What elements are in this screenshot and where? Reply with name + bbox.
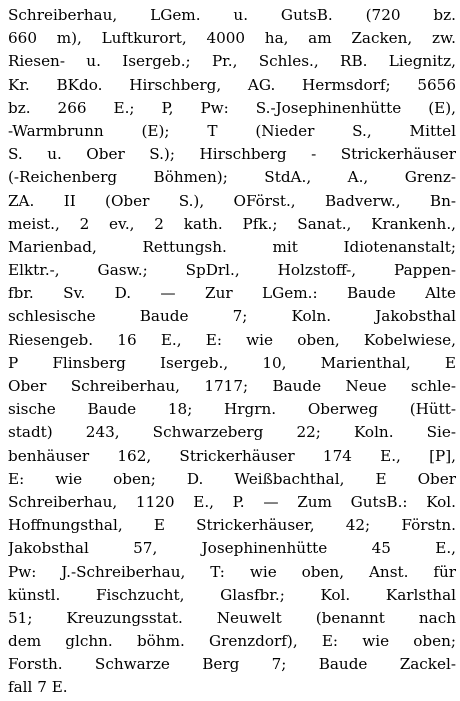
entry-line: Pw: J.-Schreiberhau, T: wie oben, Anst. für xyxy=(8,562,456,581)
entry-line: künstl. Fischzucht, Glasfbr.; Kol. Karlsthal xyxy=(8,585,456,604)
entry-line: fbr. Sv. D. — Zur LGem.: Baude Alte xyxy=(8,284,456,303)
entry-line: S. u. Ober S.); Hirschberg - Strickerhäuser xyxy=(8,145,456,164)
entry-line: 660 m), Luftkurort, 4000 ha, am Zacken, zw. xyxy=(8,29,456,48)
entry-line: Schreiberhau, 1120 E., P. — Zum GutsB.: Kol. xyxy=(8,492,456,511)
entry-line: P Flinsberg Isergeb., 10, Marienthal, E xyxy=(8,353,456,372)
entry-line: Hoffnungsthal, E Strickerhäuser, 42; Förstn. xyxy=(8,516,456,535)
entry-line: meist., 2 ev., 2 kath. Pfk.; Sanat., Krankenh., xyxy=(8,214,456,233)
entry-line: Riesen- u. Isergeb.; Pr., Schles., RB. Liegnitz, xyxy=(8,52,456,71)
entry-line: Marienbad, Rettungsh. mit Idiotenanstalt; xyxy=(8,237,456,256)
entry-line: bz. 266 E.; P, Pw: S.-Josephinenhütte (E), xyxy=(8,98,456,117)
entry-line: Riesengeb. 16 E., E: wie oben, Kobelwiese, xyxy=(8,330,456,349)
entry-line: Jakobsthal 57, Josephinenhütte 45 E., xyxy=(8,539,456,558)
entry-line: Schreiberhau, LGem. u. GutsB. (720 bz. xyxy=(8,6,456,24)
entry-line: (-Reichenberg Böhmen); StdA., A., Grenz- xyxy=(8,168,456,187)
entry-line: -Warmbrunn (E); T (Nieder S., Mittel xyxy=(8,121,456,140)
entry-line: dem glchn. böhm. Grenzdorf), E: wie oben; xyxy=(8,632,456,651)
entry-line: 51; Kreuzungsstat. Neuwelt (benannt nach xyxy=(8,608,456,627)
entry-line: sische Baude 18; Hrgrn. Oberweg (Hütt- xyxy=(8,400,456,419)
entry-line: stadt) 243, Schwarzeberg 22; Koln. Sie- xyxy=(8,423,456,442)
entry-line: fall 7 E. xyxy=(8,678,68,697)
entry-line: Elktr.-, Gasw.; SpDrl., Holzstoff-, Pappen- xyxy=(8,261,456,280)
entry-line: Ober Schreiberhau, 1717; Baude Neue schle- xyxy=(8,377,456,395)
entry-line: E: wie oben; D. Weißbachthal, E Ober xyxy=(8,469,456,488)
entry-line: ZA. II (Ober S.), OFörst., Badverw., Bn- xyxy=(8,191,456,210)
entry-line: Forsth. Schwarze Berg 7; Baude Zackel- xyxy=(8,655,456,674)
entry-line: Kr. BKdo. Hirschberg, AG. Hermsdorf; 5656 xyxy=(8,75,456,94)
entry-line: benhäuser 162, Strickerhäuser 174 E., [P], xyxy=(8,446,456,465)
entry-line: schlesische Baude 7; Koln. Jakobsthal xyxy=(8,307,456,326)
gazetteer-entry-schreiberhau xyxy=(8,4,456,700)
